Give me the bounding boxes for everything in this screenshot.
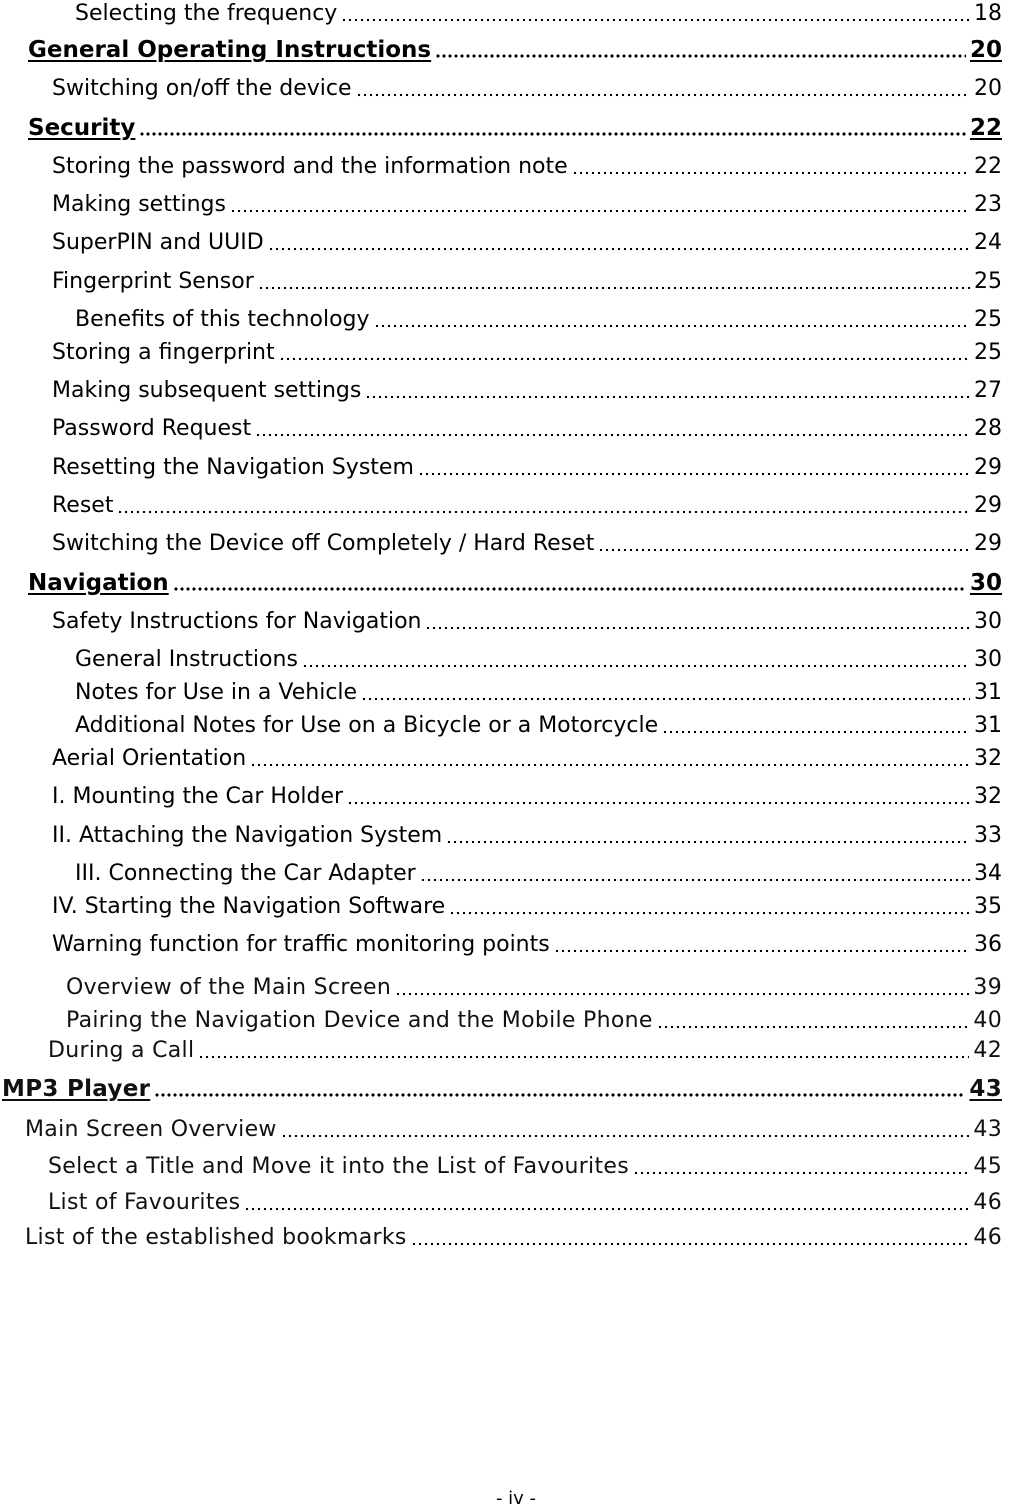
toc-heading-page: 30 xyxy=(969,570,1002,596)
toc-entry-title: Storing a fingerprint xyxy=(52,340,275,365)
leader-dots xyxy=(198,1038,969,1060)
leader-dots xyxy=(449,894,970,916)
toc-entry-page: 32 xyxy=(974,784,1002,809)
toc-entry-title: Main Screen Overview xyxy=(25,1117,277,1142)
leader-dots xyxy=(250,746,970,768)
page-number: - iv - xyxy=(495,1488,537,1509)
toc-heading[interactable] xyxy=(2,1075,1002,1103)
leader-dots xyxy=(395,975,969,997)
toc-entry-page: 45 xyxy=(973,1154,1002,1179)
toc-entry-title: Selecting the frequency xyxy=(75,1,338,26)
toc-entry-title: Aerial Orientation xyxy=(52,746,247,771)
toc-entry-title: Switching the Device off Completely / Hard Reset xyxy=(52,531,595,556)
toc-entry[interactable] xyxy=(52,268,1002,296)
toc-entry-page: 36 xyxy=(974,932,1002,957)
toc-entry-page: 28 xyxy=(974,416,1002,441)
toc-entry-title: III. Connecting the Car Adapter xyxy=(75,861,416,886)
toc-entry-page: 43 xyxy=(973,1117,1002,1142)
toc-heading-title: Security xyxy=(28,115,136,141)
toc-entry-title: Benefits of this technology xyxy=(75,307,370,332)
toc-entry-title: List of the established bookmarks xyxy=(25,1225,407,1250)
leader-dots xyxy=(356,76,970,98)
toc-entry[interactable] xyxy=(75,860,1002,888)
toc-entry-title: Storing the password and the information note xyxy=(52,154,568,179)
toc-entry-page: 30 xyxy=(974,647,1002,672)
toc-entry-page: 35 xyxy=(974,894,1002,919)
toc-entry-title: Switching on/off the device xyxy=(52,76,352,101)
toc-entry[interactable] xyxy=(75,646,1002,674)
toc-entry-page: 29 xyxy=(974,493,1002,518)
leader-dots xyxy=(255,416,970,438)
toc-entry[interactable] xyxy=(52,492,1002,520)
toc-entry[interactable] xyxy=(52,893,1002,921)
toc-entry[interactable] xyxy=(75,679,1002,707)
toc-entry[interactable] xyxy=(48,1153,1002,1181)
toc-entry-title: Password Request xyxy=(52,416,252,441)
toc-entry[interactable] xyxy=(52,339,1002,367)
toc-entry-page: 39 xyxy=(973,975,1002,1000)
toc-entry-page: 34 xyxy=(974,861,1002,886)
toc-entry-page: 31 xyxy=(974,713,1002,738)
toc-entry-page: 30 xyxy=(974,609,1002,634)
toc-entry[interactable] xyxy=(52,377,1002,405)
toc-entry-title: Notes for Use in a Vehicle xyxy=(75,680,358,705)
toc-heading[interactable] xyxy=(28,114,1002,142)
toc-entry[interactable] xyxy=(52,454,1002,482)
toc-heading-page: 20 xyxy=(969,37,1002,63)
toc-entry-page: 46 xyxy=(973,1190,1002,1215)
toc-entry[interactable] xyxy=(75,306,1002,334)
toc-entry-page: 31 xyxy=(974,680,1002,705)
toc-entry-title: Safety Instructions for Navigation xyxy=(52,609,422,634)
toc-entry-title: Additional Notes for Use on a Bicycle or a Motorcycle xyxy=(75,713,659,738)
toc-entry-title: II. Attaching the Navigation System xyxy=(52,823,443,848)
leader-dots xyxy=(244,1190,969,1212)
toc-entry[interactable] xyxy=(52,153,1002,181)
leader-dots xyxy=(365,378,970,400)
toc-entry[interactable] xyxy=(52,415,1002,443)
toc-entry[interactable] xyxy=(52,75,1002,103)
toc-entry-page: 32 xyxy=(974,746,1002,771)
leader-dots xyxy=(572,154,970,176)
toc-heading[interactable] xyxy=(28,569,1002,597)
toc-entry-title: Select a Title and Move it into the List of Favourites xyxy=(48,1154,629,1179)
toc-entry-page: 22 xyxy=(974,154,1002,179)
toc-entry-page: 18 xyxy=(974,1,1002,26)
toc-entry-title: SuperPIN and UUID xyxy=(52,230,264,255)
toc-entry-title: I. Mounting the Car Holder xyxy=(52,784,344,809)
leader-dots xyxy=(361,680,970,702)
toc-entry-title: Making subsequent settings xyxy=(52,378,362,403)
leader-dots xyxy=(411,1225,970,1247)
toc-entry[interactable] xyxy=(75,0,1002,28)
leader-dots xyxy=(420,861,970,883)
toc-entry[interactable] xyxy=(25,1116,1002,1144)
toc-entry[interactable] xyxy=(66,1007,1002,1035)
leader-dots xyxy=(341,1,970,23)
leader-dots xyxy=(633,1154,969,1176)
toc-entry-page: 24 xyxy=(974,230,1002,255)
leader-dots xyxy=(435,37,966,59)
leader-dots xyxy=(418,455,970,477)
leader-dots xyxy=(173,570,966,592)
toc-entry[interactable] xyxy=(52,229,1002,257)
toc-heading-page: 43 xyxy=(969,1076,1002,1102)
toc-entry-page: 25 xyxy=(974,340,1002,365)
toc-entry[interactable] xyxy=(52,608,1002,636)
leader-dots xyxy=(230,192,970,214)
leader-dots xyxy=(347,784,970,806)
toc-entry[interactable] xyxy=(52,783,1002,811)
toc-heading-page: 22 xyxy=(969,115,1002,141)
toc-entry-title: During a Call xyxy=(48,1038,195,1063)
toc-heading-title: MP3 Player xyxy=(2,1076,151,1102)
toc-entry-page: 42 xyxy=(973,1038,1002,1063)
leader-dots xyxy=(425,609,970,631)
toc-entry-title: General Instructions xyxy=(75,647,298,672)
leader-dots xyxy=(446,823,970,845)
toc-entry-title: Making settings xyxy=(52,192,226,217)
leader-dots xyxy=(279,340,970,362)
leader-dots xyxy=(554,932,970,954)
toc-entry-title: Warning function for traffic monitoring points xyxy=(52,932,550,957)
leader-dots xyxy=(302,647,970,669)
leader-dots xyxy=(598,531,970,553)
toc-heading[interactable] xyxy=(28,36,1002,64)
leader-dots xyxy=(258,269,970,291)
toc-entry-page: 25 xyxy=(974,269,1002,294)
toc-entry[interactable] xyxy=(25,1224,1002,1252)
toc-entry-page: 46 xyxy=(973,1225,1002,1250)
toc-entry[interactable] xyxy=(48,1037,1002,1065)
leader-dots xyxy=(268,230,970,252)
toc-entry[interactable] xyxy=(52,191,1002,219)
toc-entry-page: 20 xyxy=(974,76,1002,101)
leader-dots xyxy=(374,307,970,329)
toc-entry-page: 25 xyxy=(974,307,1002,332)
toc-entry-page: 23 xyxy=(974,192,1002,217)
toc-entry[interactable] xyxy=(52,530,1002,558)
leader-dots xyxy=(117,493,970,515)
toc-entry[interactable] xyxy=(52,745,1002,773)
toc-entry-page: 29 xyxy=(974,455,1002,480)
toc-entry-title: Reset xyxy=(52,493,114,518)
leader-dots xyxy=(154,1076,965,1098)
toc-entry[interactable] xyxy=(66,974,1002,1002)
toc-entry-title: Pairing the Navigation Device and the Mobile Phone xyxy=(66,1008,653,1033)
toc-entry-title: List of Favourites xyxy=(48,1190,241,1215)
toc-entry-title: Overview of the Main Screen xyxy=(66,975,392,1000)
toc-entry-page: 40 xyxy=(973,1008,1002,1033)
leader-dots xyxy=(139,115,966,137)
leader-dots xyxy=(657,1008,970,1030)
toc-entry-page: 33 xyxy=(974,823,1002,848)
toc-entry[interactable] xyxy=(48,1189,1002,1217)
toc-entry-title: Fingerprint Sensor xyxy=(52,269,254,294)
toc-entry[interactable] xyxy=(52,931,1002,959)
toc-entry[interactable] xyxy=(75,712,1002,740)
leader-dots xyxy=(662,713,970,735)
toc-heading-title: General Operating Instructions xyxy=(28,37,432,63)
toc-entry[interactable] xyxy=(52,822,1002,850)
toc-entry-title: IV. Starting the Navigation Software xyxy=(52,894,446,919)
toc-entry-page: 29 xyxy=(974,531,1002,556)
toc-heading-title: Navigation xyxy=(28,570,169,596)
leader-dots xyxy=(281,1117,970,1139)
toc-entry-page: 27 xyxy=(974,378,1002,403)
toc-entry-title: Resetting the Navigation System xyxy=(52,455,414,480)
